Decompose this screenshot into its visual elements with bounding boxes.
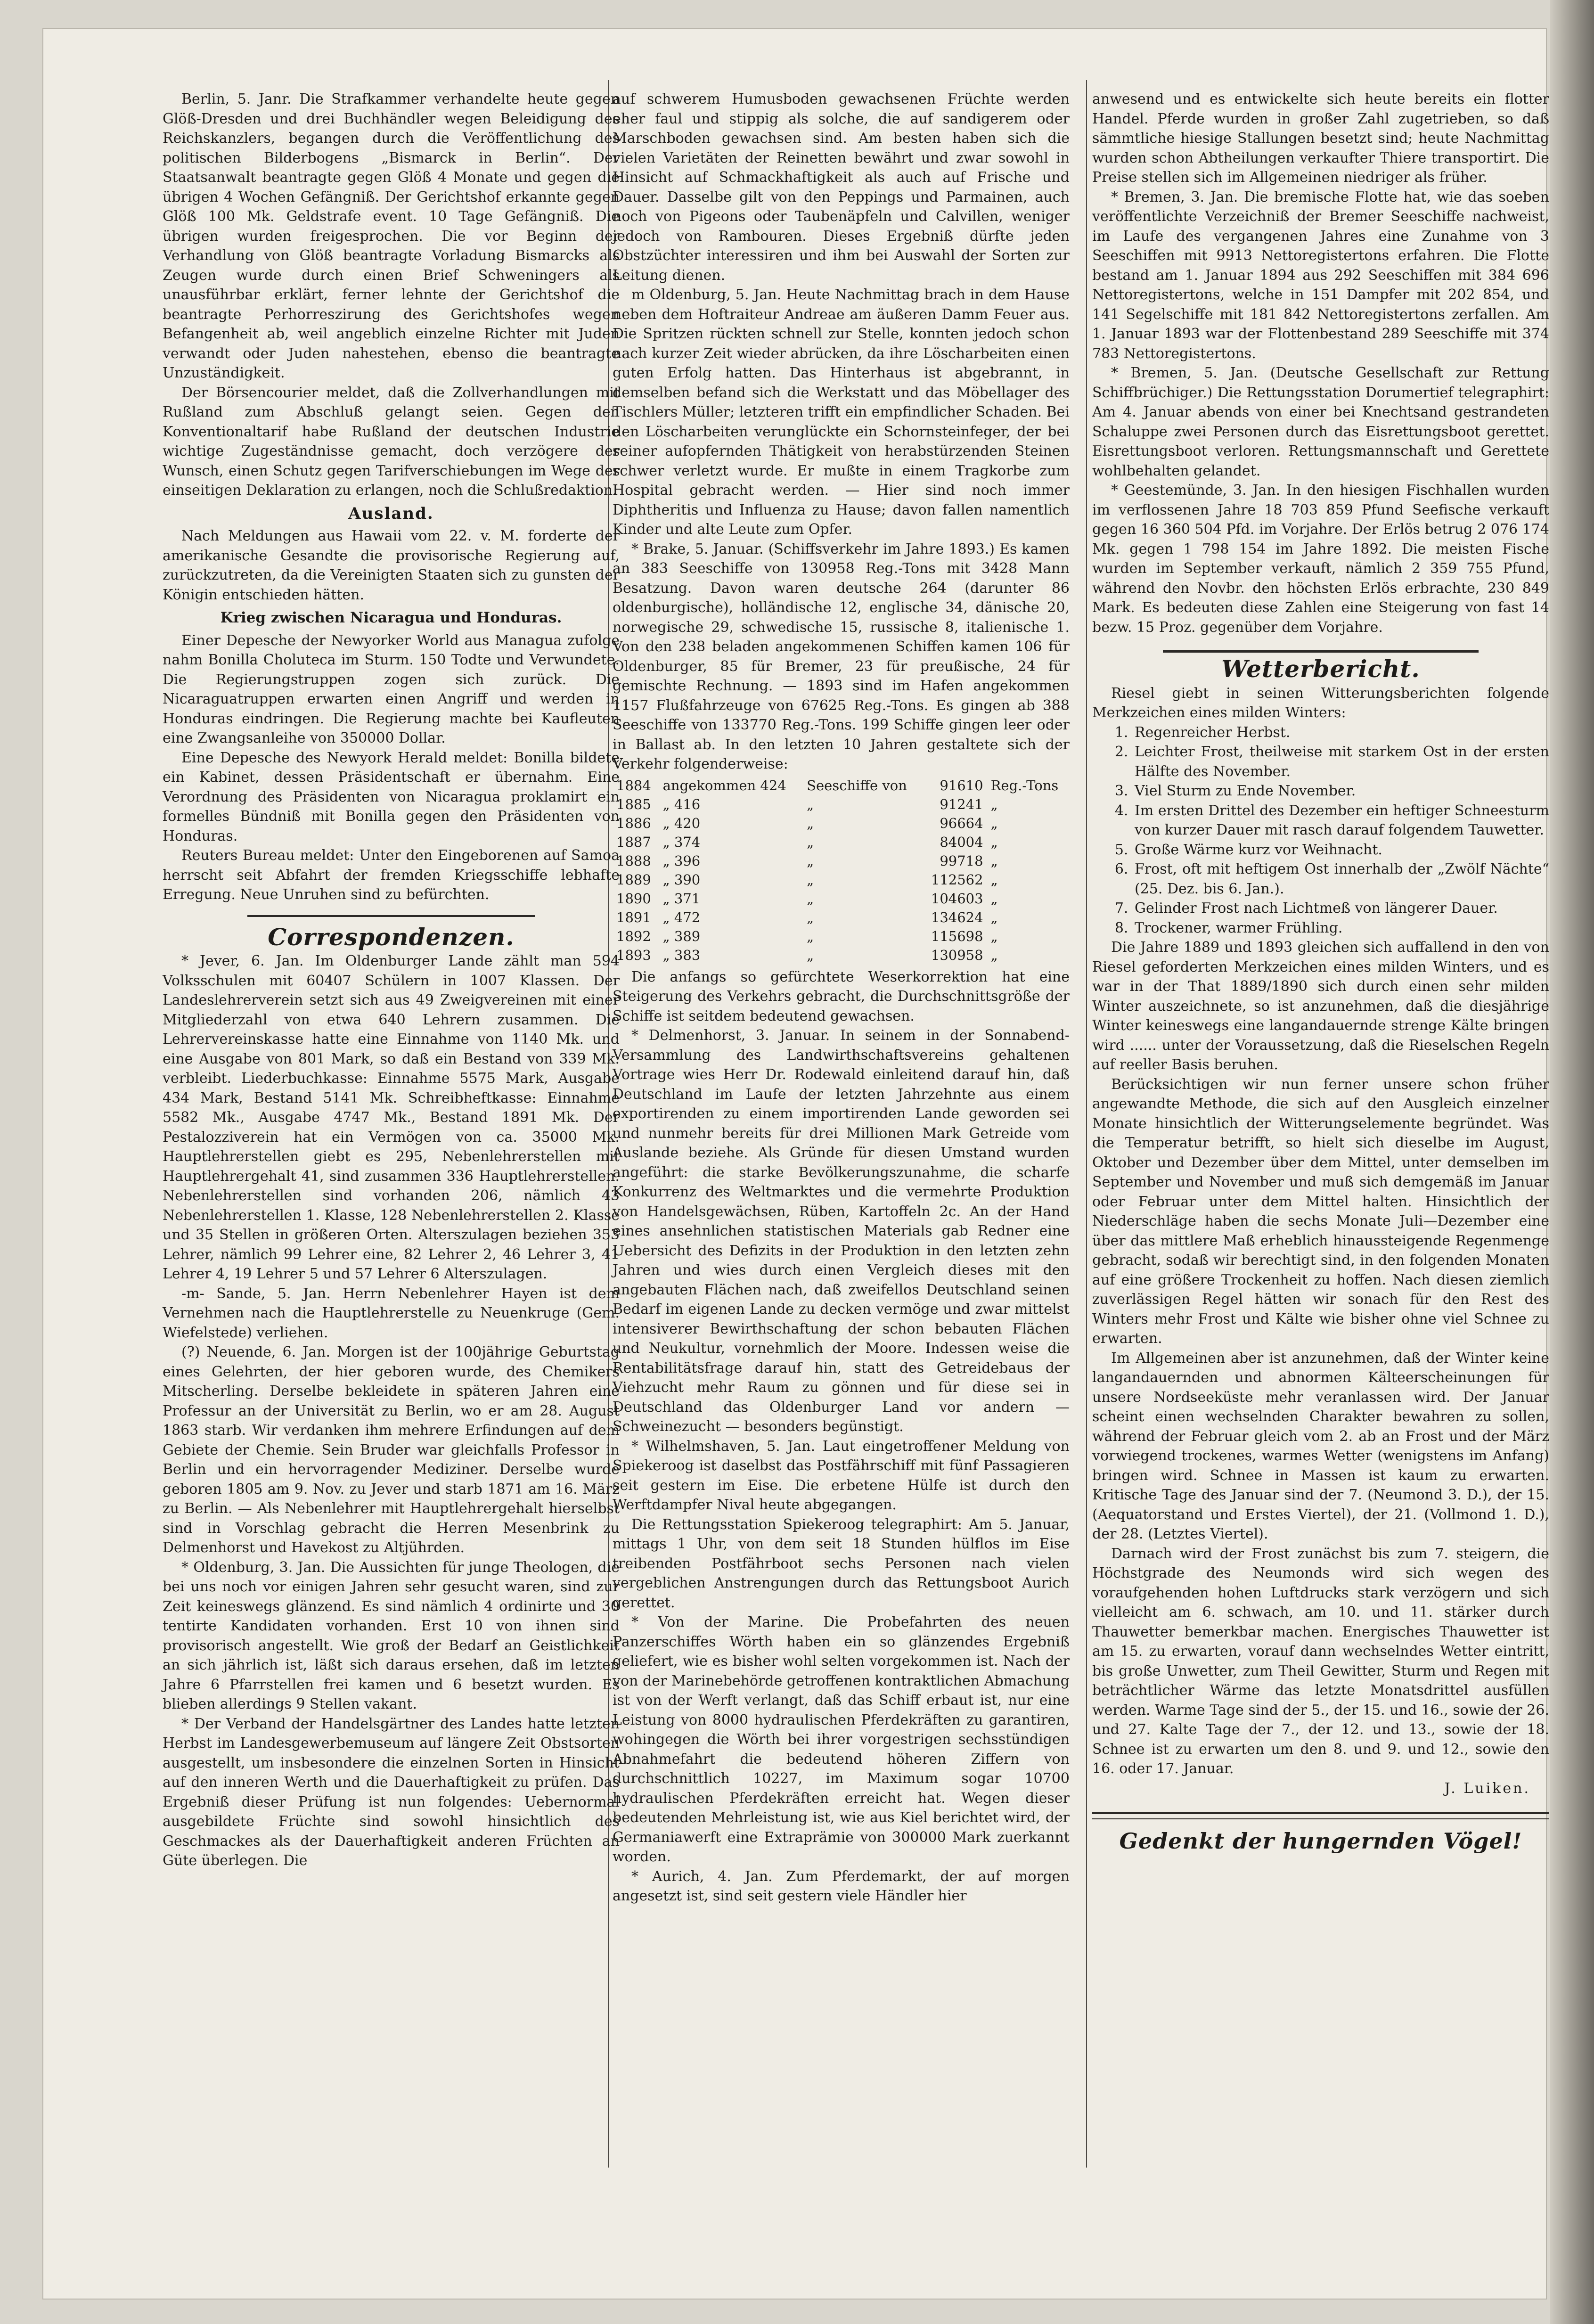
ship-table-cell: „ 389 (662, 928, 701, 944)
ship-table-cell: Seeschiffe von (807, 777, 907, 794)
ship-table-cell: 1884 (616, 777, 651, 794)
ship-table-cell: Reg.-Tons (990, 777, 1059, 794)
headline-krieg: Krieg zwischen Nicaragua und Honduras. (220, 609, 562, 626)
section-heading-ausland: Ausland. (348, 504, 434, 523)
weather-sign-item: 2. Leichter Frost, theilweise mit starkem Ost in der ersten Hälfte des November. (1133, 742, 1549, 781)
hunger-notice: Gedenkt der hungernden Vögel! (1119, 1828, 1522, 1854)
ship-table-cell: „ 396 (662, 852, 701, 869)
article-oldenburg-fire: m Oldenburg, 5. Jan. Heute Nachmittag brach in dem Hause neben dem Hoftraiteur Andreae am äußeren Damm Feuer aus. Die Spritzen rückten schnell zur Stelle, konnten jedoch schon nach kurzer Zeit wieder abrücken, da ihre Löscharbeiten einen guten Erfolg hatten. Das Hinterhaus ist abgebrannt, in demselben befand sich die Werkstatt und das Möbellager des Tischlers Müller; letzteren trifft ein empfindlicher Schaden. Bei den Löscharbeiten verunglückte ein Schornsteinfeger, der bei seiner aufopfernden Thätigkeit von herabstürzenden Steinen schwer verletzt wurde. Er mußte in einem Tragkorbe zum Hospital gebracht werden. — Hier sind noch immer Diphtheritis und Influenza zu Hause; davon fallen namentlich Kinder und alte Leute zum Opfer. (613, 286, 1070, 538)
ship-table-cell: „ (807, 890, 814, 907)
article-berlin: Berlin, 5. Janr. Die Strafkammer verhandelte heute gegen Glöß-Dresden und drei Buchhändler wegen Beleidigung des Reichskanzlers, begangen durch die Veröffentlichung des politischen Bilderbogens „Bismarck in Berlin“. Der Staatsanwalt beantragte gegen Glöß 4 Monate und gegen die übrigen 4 Wochen Gefängniß. Der Gerichtshof erkannte gegen Glöß 100 Mk. Geldstrafe event. 10 Tage Gefängniß. Die übrigen wurden freigesprochen. Die vor Beginn der Verhandlung von Glöß beantragte Vorladung Bismarcks als Zeugen wurde durch einen Brief Schweningers als unausführbar erklärt, ferner lehnte der Gerichtshof die beantragte Perhorreszirung des Gerichtshofes wegen Befangenheit ab, weil angeblich einzelne Richter mit Juden verwandt oder Juden nahestehen, ebenso die beantragte Unzuständigkeit. (163, 91, 620, 381)
ship-table-cell: „ 383 (662, 947, 701, 963)
article-boersencourier: Der Börsencourier meldet, daß die Zollverhandlungen mit Rußland zum Abschluß gelangt seien. Gegen den Konventionaltarif habe Rußland der deutschen Industrie wichtige Zugeständnisse gemacht, doch verzögere der Wunsch, einen Schutz gegen Tarifverschiebungen im Wege der einseitigen Deklaration zu erlangen, noch die Schlußredaktion. (163, 384, 620, 499)
ship-table-cell: „ 420 (662, 815, 701, 831)
ship-table-cell: 1885 (616, 796, 651, 812)
article-wilhelmshaven: * Wilhelmshaven, 5. Jan. Laut eingetroffener Meldung von Spiekeroog ist daselbst das Postfährschiff mit fünf Passagieren seit gestern im Eise. Die erbetene Hülfe ist durch den Werftdampfer Nival heute abgegangen. (613, 1438, 1070, 1513)
ship-table-row (613, 833, 1070, 851)
weather-methode: Berücksichtigen wir nun ferner unsere schon früher angewandte Methode, die sich auf den Ausgleich einzelner Monate hinsichtlich der Witterungselemente begründet. Was die Temperatur betrifft, so hielt sich dieselbe im August, Oktober und Dezember über dem Mittel, unter demselben im September und November und muß sich demgemäß im Januar oder Februar unter dem Mittel halten. Hinsichtlich der Niederschläge haben die sechs Monate Juli—Dezember eine über das mittlere Maß erheblich hinaussteigende Regenmenge gebracht, sodaß wir berechtigt sind, in den folgenden Monaten auf eine größere Trockenheit zu hoffen. Nach diesen ziemlich zuverlässigen Regel hätten wir sonach für den Rest des Winters mehr Frost und Kälte wie bisher ohne viel Schnee zu erwarten. (1092, 1076, 1549, 1347)
ship-table-cell: „ (990, 815, 998, 831)
ship-table-cell: 91241 (940, 796, 983, 812)
ship-table-cell: „ 371 (662, 890, 701, 907)
ship-table-cell: „ 472 (662, 909, 701, 925)
ship-table-cell: „ (990, 947, 998, 963)
article-bremen-rettung: * Bremen, 5. Jan. (Deutsche Gesellschaft zur Rettung Schiffbrüchiger.) Die Rettungsstation Dorumertief telegraphirt: Am 4. Januar abends von einer bei Knechtsand gestrandeten Schaluppe zwei Personen durch das Eisrettungsboot gerettet. Eisrettungsboot verloren. Rettungsmannschaft und Gerettete wohlbehalten gelandet. (1092, 365, 1549, 479)
ship-table-cell: „ 390 (662, 871, 701, 888)
ship-table-row (613, 776, 1070, 795)
ship-table-cell: 84004 (940, 834, 983, 850)
column-1 (163, 90, 620, 1871)
ship-table-cell: angekommen 424 (662, 777, 786, 794)
weather-sign-item: 8. Trockener, warmer Frühling. (1133, 918, 1549, 938)
weather-sign-item: 7. Gelinder Frost nach Lichtmeß von längerer Dauer. (1133, 899, 1549, 918)
column-3 (1092, 90, 1549, 1854)
weather-sign-item: 4. Im ersten Drittel des Dezember ein heftiger Schneesturm von kurzer Dauer mit rasch darauf folgendem Tauwetter. (1133, 801, 1549, 840)
ship-table-row (613, 946, 1070, 965)
weather-sign-item: 1. Regenreicher Herbst. (1133, 723, 1549, 743)
section-heading-wetterbericht: Wetterbericht. (1221, 655, 1420, 683)
ship-table-cell: 130958 (931, 947, 983, 963)
article-hawaii: Nach Meldungen aus Hawaii vom 22. v. M. forderte der amerikanische Gesandte die provisorische Regierung auf, zurückzutreten, da die Vereinigten Staaten sich zu gunsten der Königin entschieden hätten. (163, 528, 620, 603)
ship-table-row (613, 908, 1070, 927)
ship-table-cell: „ (990, 909, 998, 925)
ship-table-cell: „ (990, 796, 998, 812)
ship-table-cell: „ (807, 871, 814, 888)
article-jever: * Jever, 6. Jan. Im Oldenburger Lande zählt man 594 Volksschulen mit 60407 Schülern in 1007 Klassen. Der Landeslehrerverein setzt sich aus 49 Zweigvereinen mit einer Mitgliederzahl von etwa 640 Lehrern zusammen. Die Lehrervereinskasse hatte eine Einnahme von 1140 Mk. und eine Ausgabe von 801 Mark, so daß ein Bestand von 339 Mk. verbleibt. Liederbuchkasse: Einnahme 5575 Mark, Ausgabe 434 Mark, Bestand 5141 Mk. Schreibheftkasse: Einnahme 5582 Mk., Ausgabe 4747 Mk., Bestand 1891 Mk. Der Pestalozziverein hat ein Vermögen von ca. 35000 Mk. Hauptlehrerstellen giebt es 295, Nebenlehrerstellen mit Hauptlehrergehalt 41, sind zusammen 336 Hauptlehrerstellen. Nebenlehrerstellen sind vorhanden 206, nämlich 43 Nebenlehrerstellen 1. Klasse, 128 Nebenlehrerstellen 2. Klasse und 35 Stellen in größeren Orten. Alterszulagen beziehen 353 Lehrer, nämlich 99 Lehrer eine, 82 Lehrer 2, 46 Lehrer 3, 41 Lehrer 4, 19 Lehrer 5 und 57 Lehrer 6 Alterszulagen. (163, 953, 620, 1282)
weather-signs-list (1092, 723, 1549, 938)
ship-table-cell: 1888 (616, 852, 651, 869)
article-neuende: (?) Neuende, 6. Jan. Morgen ist der 100jährige Geburtstag eines Gelehrten, der hier geboren wurde, des Chemikers Mitscherling. Derselbe bekleidete in späteren Jahren eine Professur an der Universität zu Berlin, wo er am 28. August 1863 starb. Wir verdanken ihm mehrere Erfindungen auf dem Gebiete der Chemie. Sein Bruder war gleichfalls Professor in Berlin und ein hervorragender Mediziner. Derselbe wurde geboren 1805 am 9. Nov. zu Jever und starb 1871 am 16. März zu Berlin. — Als Nebenlehrer mit Hauptlehrergehalt hierselbst sind in Vorschlag gebracht die Herren Mesenbrink zu Delmenhorst und Havekost zu Altjührden. (163, 1344, 620, 1556)
double-rule (1092, 1812, 1549, 1819)
ship-table-row (613, 795, 1070, 814)
ship-table-cell: 104603 (931, 890, 983, 907)
ship-table-cell: „ (990, 852, 998, 869)
section-heading-correspondenzen: Correspondenzen. (268, 923, 515, 951)
article-krieg: Einer Depesche der Newyorker World aus Managua zufolge nahm Bonilla Choluteca im Sturm. 150 Todte und Verwundete. Die Regierungstruppen zogen sich zurück. Die Nicaraguatruppen erwarten einen Angriff und werden in Honduras eindringen. Die Regierung machte bei Kaufleuten eine Zwangsanleihe von 350000 Dollar. (163, 632, 620, 746)
ship-table-cell: 115698 (931, 928, 983, 944)
ship-table-cell: „ (807, 852, 814, 869)
ship-table-cell: 1887 (616, 834, 651, 850)
column-rule (1086, 80, 1087, 2168)
weather-jahre: Die Jahre 1889 und 1893 gleichen sich auffallend in den von Riesel geforderten Merkzeichen eines milden Winters, und es war in der That 1889/1890 sich durch einen sehr milden Winter auszeichnete, so ist anzunehmen, daß die diesjährige Winter keineswegs eine langandauernde strenge Kälte bringen wird ...... unter der Voraussetzung, daß die Rieselschen Regeln auf reeller Basis beruhen. (1092, 939, 1549, 1073)
article-sande: -m- Sande, 5. Jan. Herrn Nebenlehrer Hayen ist dem Vernehmen nach die Hauptlehrerstelle zu Neuenkruge (Gem. Wiefelstede) verliehen. (163, 1285, 620, 1341)
author-signature: J. Luiken. (1444, 1780, 1530, 1797)
ship-table-cell: 1892 (616, 928, 651, 944)
weather-allgemeinen: Im Allgemeinen aber ist anzunehmen, daß der Winter keine langandauernden und abnormen Kälteerscheinungen für unsere Nordseeküste mehr veranlassen wird. Der Januar scheint einen wechselnden Charakter bewahren zu sollen, während der Februar gleich vom 2. ab an Frost und der März vorwiegend trockenes, warmes Wetter (wenigstens im Anfang) bringen wird. Schnee in Massen ist kaum zu erwarten. Kritische Tage des Januar sind der 7. (Neumond 3. D.), der 15. (Aequatorstand und Erstes Viertel), der 21. (Vollmond 1. D.), der 28. (Letztes Viertel). (1092, 1350, 1549, 1542)
ship-table-cell: „ (990, 928, 998, 944)
weather-intro: Riesel giebt in seinen Witterungsberichten folgende Merkzeichen eines milden Winters: (1092, 685, 1549, 721)
ship-table-cell: „ (990, 890, 998, 907)
section-divider (1163, 650, 1479, 653)
ship-table-cell: 91610 (940, 777, 983, 794)
ship-table-cell: 134624 (931, 909, 983, 925)
ship-table-cell: „ 416 (662, 796, 701, 812)
article-oldenburg: * Oldenburg, 3. Jan. Die Aussichten für junge Theologen, die bei uns noch vor einigen Jahren sehr gesucht waren, sind zur Zeit keineswegs glänzend. Es sind nämlich 4 ordinirte und 30 tentirte Kandidaten vorhanden. Erst 10 von ihnen sind provisorisch angestellt. Wie groß der Bedarf an Geistlichkeit an sich jährlich ist, läßt sich daraus ersehen, daß im letzten Jahre 6 Pfarrstellen frei kamen und 6 besetzt wurden. Es blieben allerdings 9 Stellen vakant. (163, 1559, 620, 1712)
ship-table-row (613, 814, 1070, 833)
section-divider (247, 915, 535, 917)
article-aurich-continued: anwesend und es entwickelte sich heute bereits ein flotter Handel. Pferde wurden in großer Zahl zugetrieben, so daß sämmtliche hiesige Stallungen besetzt sind; heute Nachmittag wurden schon Abtheilungen verkaufter Thiere transportirt. Die Preise stellen sich im Allgemeinen niedriger als früher. (1092, 91, 1549, 186)
column-2 (613, 90, 1070, 1906)
ship-table-cell: „ (807, 815, 814, 831)
ship-table-cell: „ (807, 796, 814, 812)
weather-sign-item: 3. Viel Sturm zu Ende November. (1133, 781, 1549, 801)
ship-traffic-table (613, 776, 1070, 965)
ship-table-cell: 99718 (940, 852, 983, 869)
ship-table-cell: 96664 (940, 815, 983, 831)
ship-table-row (613, 927, 1070, 946)
article-geestemuende: * Geestemünde, 3. Jan. In den hiesigen Fischhallen wurden im verflossenen Jahre 18 703 859 Pfund Seefische verkauft gegen 16 360 504 Pfd. im Vorjahre. Der Erlös betrug 2 076 174 Mk. gegen 1 798 154 im Jahre 1892. Die meisten Fische wurden im September verkauft, nämlich 2 359 755 Pfund, während den Novbr. den höchsten Erlös erbrachte, 230 849 Mark. Es bedeuten diese Zahlen eine Steigerung von fast 14 bezw. 15 Proz. gegenüber dem Vorjahre. (1092, 482, 1549, 636)
ship-table-cell: 1886 (616, 815, 651, 831)
article-brake: * Brake, 5. Januar. (Schiffsverkehr im Jahre 1893.) Es kamen an 383 Seeschiffe von 130958 Reg.-Tons mit 3428 Mann Besatzung. Davon waren deutsche 264 (darunter 86 oldenburgische), holländische 12, englische 34, dänische 20, norwegische 29, schwedische 15, russische 8, italienische 1. Von den 238 beladen angekommenen Schiffen kamen 106 für Oldenburger, 85 für Bremer, 23 für preußische, 24 für gemischte Rechnung. — 1893 sind im Hafen angekommen 1157 Flußfahrzeuge von 67625 Reg.-Tons. Es gingen ab 388 Seeschiffe von 133770 Reg.-Tons. 199 Schiffe gingen leer oder in Ballast ab. In den letzten 10 Jahren gestaltete sich der Verkehr folgenderweise: (613, 540, 1070, 772)
weather-sign-item: 6. Frost, oft mit heftigem Ost innerhalb der „Zwölf Nächte“ (25. Dez. bis 6. Jan.). (1133, 859, 1549, 899)
ship-table-cell: 1889 (616, 871, 651, 888)
ship-table-row (613, 870, 1070, 889)
article-weserkorrektion: Die anfangs so gefürchtete Weserkorrektion hat eine Steigerung des Verkehrs gebracht, die Durchschnittsgröße der Schiffe ist seitdem bedeutend gewachsen. (613, 968, 1070, 1024)
ship-table-cell: 112562 (931, 871, 983, 888)
weather-darnach: Darnach wird der Frost zunächst bis zum 7. steigern, die Höchstgrade des Neumonds wird sich wegen des voraufgehenden hohen Luftdrucks stark verzögern und sich vielleicht am 6. schwach, am 10. und 11. stärker durch Thauwetter bemerkbar machen. Energisches Thauwetter ist am 15. zu erwarten, vorauf dann wechselndes Wetter eintritt, bis große Unwetter, zum Theil Gewitter, Sturm und Regen mit beträchtlicher Wärme das letzte Monatsdrittel ausfüllen werden. Warme Tage sind der 5., der 15. und 16., sowie der 26. und 27. Kalte Tage der 7., der 12. und 13., sowie der 18. Schnee ist zu erwarten um den 8. und 9. und 12., sowie den 16. oder 17. Januar. (1092, 1545, 1549, 1777)
article-obst-continued: auf schwerem Humusboden gewachsenen Früchte werden eher faul und stippig als solche, die auf sandigerem oder Marschboden gewachsen sind. Am besten haben sich die vielen Varietäten der Reinetten bewährt und zwar sowohl in Hinsicht auf Schmackhaftigkeit als auch auf Frische und Dauer. Dasselbe gilt von den Peppings und Parmainen, auch noch von Pigeons oder Taubenäpfeln und Calvillen, weniger jedoch von Rambouren. Dieses Ergebniß dürfte jeden Obstzüchter interessiren und ihm bei Auswahl der Sorten zur Leitung dienen. (613, 91, 1070, 284)
article-aurich: * Aurich, 4. Jan. Zum Pferdemarkt, der auf morgen angesetzt ist, sind seit gestern viele Händler hier (613, 1868, 1070, 1904)
article-bremen-flotte: * Bremen, 3. Jan. Die bremische Flotte hat, wie das soeben veröffentlichte Verzeichniß der Bremer Seeschiffe nachweist, im Laufe des vergangenen Jahres eine Zunahme von 3 Seeschiffen mit 9913 Nettoregistertons erfahren. Die Flotte bestand am 1. Januar 1894 aus 292 Seeschiffen mit 384 696 Nettoregistertons, welche in 151 Dampfer mit 202 854, und 141 Segelschiffe mit 181 842 Nettoregistertons zerfallen. Am 1. Januar 1893 war der Flottenbestand 289 Seeschiffe mit 374 783 Nettoregistertons. (1092, 188, 1549, 362)
ship-table-cell: 1891 (616, 909, 651, 925)
ship-table-cell: „ (807, 928, 814, 944)
weather-sign-item: 5. Große Wärme kurz vor Weihnacht. (1133, 840, 1549, 860)
article-reuters: Reuters Bureau meldet: Unter den Eingeborenen auf Samoa herrscht seit Abfahrt der fremden Kriegsschiffe lebhafte Erregung. Neue Unruhen sind zu befürchten. (163, 847, 620, 903)
ship-table-row (613, 851, 1070, 870)
ship-table-cell: „ (990, 834, 998, 850)
ship-table-cell: „ (807, 909, 814, 925)
ship-table-cell: 1893 (616, 947, 651, 963)
ship-table-cell: „ (990, 871, 998, 888)
article-newyork-herald: Eine Depesche des Newyork Herald meldet: Bonilla bildete ein Kabinet, dessen Präsidentschaft er übernahm. Eine Verordnung des Präsidenten von Nicaragua proklamirt ein formelles Bündniß mit Bonilla gegen den Präsidenten von Honduras. (163, 749, 620, 844)
ship-table-cell: „ (807, 947, 814, 963)
article-delmenhorst: * Delmenhorst, 3. Januar. In seinem in der Sonnabend-Versammlung des Landwirthschaftsvereins gehaltenen Vortrage wies Herr Dr. Rodewald einleitend darauf hin, daß Deutschland im Laufe der letzten Jahrzehnte aus einem exportirenden zu einem importirenden Lande geworden sei und nunmehr bereits für drei Millionen Mark Getreide vom Auslande beziehe. Als Gründe für diesen Umstand wurden angeführt: die starke Bevölkerungszunahme, die scharfe Konkurrenz des Weltmarktes und die vermehrte Produktion von Handelsgewächsen, Rüben, Kartoffeln 2c. An der Hand eines ansehnlichen statistischen Materials gab Redner eine Uebersicht des Defizits in der Produktion in den letzten zehn Jahren und wies durch einen Vergleich dieses mit den angebauten Flächen nach, daß zweifellos Deutschland seinen Bedarf im eigenen Lande zu decken vermöge und zwar mittelst intensiverer Bewirthschaftung der schon bebauten Flächen und Neukultur, vornehmlich der Moore. Indessen weise die Rentabilitätsfrage darauf hin, statt des Getreidebaus der Viehzucht mehr Raum zu gönnen und für diese sei in Deutschland das Oldenburger Land vor andern — Schweinezucht — besonders begünstigt. (613, 1027, 1070, 1435)
ship-table-cell: „ (807, 834, 814, 850)
book-spine (1550, 0, 1594, 2324)
ship-table-cell: 1890 (616, 890, 651, 907)
article-rettungsstation: Die Rettungsstation Spiekeroog telegraphirt: Am 5. Januar, mittags 1 Uhr, von dem seit 18 Stunden hülflos im Eise treibenden Postfährboot sechs Personen nach vielen vergeblichen Anstrengungen durch das Rettungsboot Aurich gerettet. (613, 1516, 1070, 1611)
ship-table-row (613, 889, 1070, 908)
ship-table-cell: „ 374 (662, 834, 701, 850)
article-verband: * Der Verband der Handelsgärtner des Landes hatte letzten Herbst im Landesgewerbemuseum auf längere Zeit Obstsorten ausgestellt, um insbesondere die einzelnen Sorten in Hinsicht auf den inneren Werth und die Dauerhaftigkeit zu prüfen. Das Ergebniß dieser Prüfung ist nun folgendes: Uebernormal ausgebildete Früchte sind sowohl hinsichtlich des Geschmackes als der Dauerhaftigkeit anderen Früchten an Güte überlegen. Die (163, 1715, 620, 1869)
article-marine: * Von der Marine. Die Probefahrten des neuen Panzerschiffes Wörth haben ein so glänzendes Ergebniß geliefert, wie es bisher wohl selten vorgekommen ist. Nach der von der Marinebehörde getroffenen kontraktlichen Abmachung ist von der Werft verlangt, daß das Schiff erbaut ist, nur eine Leistung von 8000 hydraulischen Pferdekräften zu garantiren, wohingegen die Wörth bei ihrer vorgestrigen sechsstündigen Abnahmefahrt die bedeutend höheren Ziffern von durchschnittlich 10227, im Maximum sogar 10700 hydraulischen Pferdekräften erreicht hat. Wegen dieser bedeutenden Mehrleistung ist, wie aus Kiel berichtet wird, der Germaniawerft eine Extraprämie von 300000 Mark zuerkannt worden. (613, 1614, 1070, 1865)
